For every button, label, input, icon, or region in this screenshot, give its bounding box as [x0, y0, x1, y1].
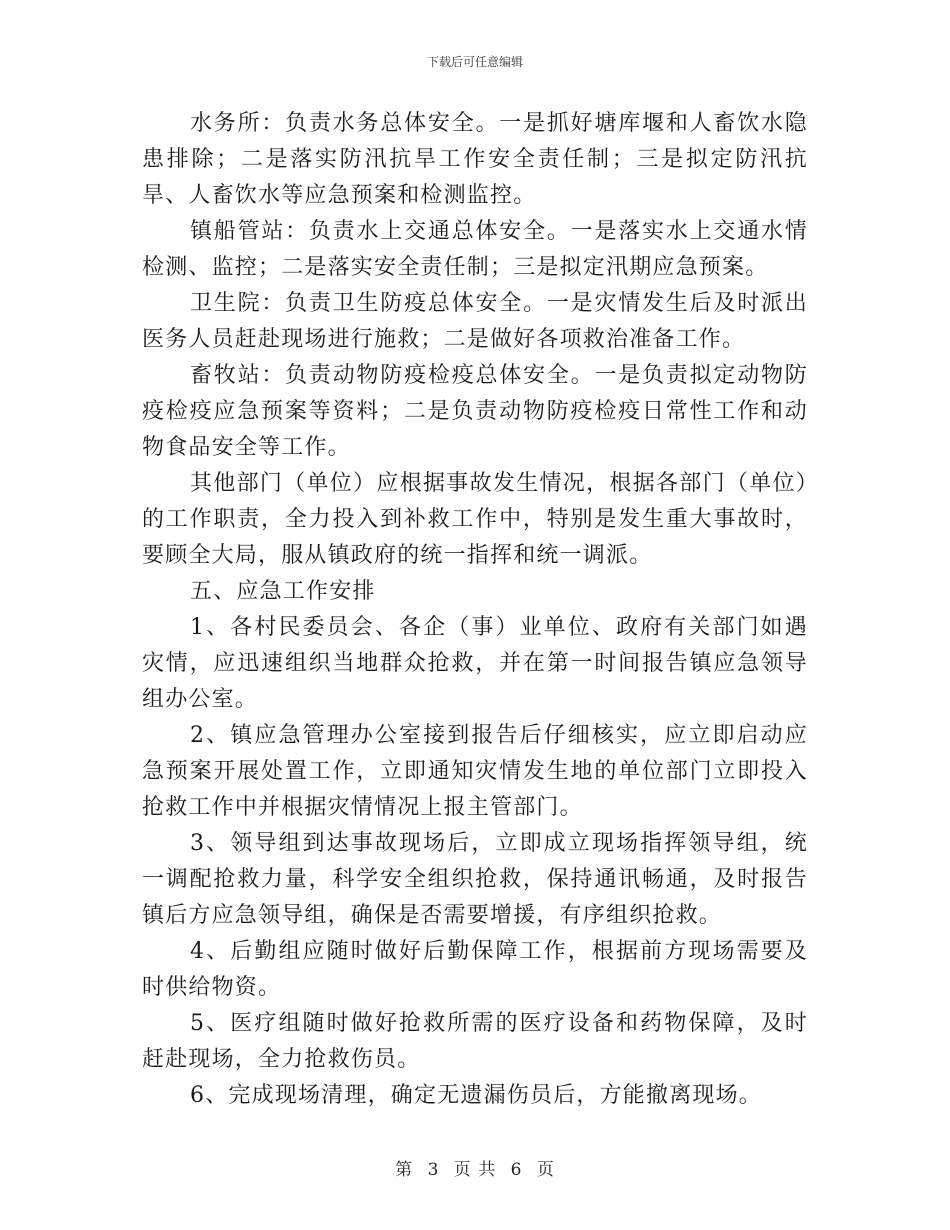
- list-item-4: 4、后勤组应随时做好后勤保障工作，根据前方现场需要及时供给物资。: [142, 939, 808, 1000]
- footer-current-page: 3: [427, 1160, 440, 1180]
- section-heading-emergency-arrangements: 五、应急工作安排: [190, 579, 376, 604]
- paragraph-boat-station: 镇船管站：负责水上交通总体安全。一是落实水上交通水情检测、监控；二是落实安全责任制；三是拟定汛期应急预案。: [142, 219, 808, 280]
- page-number-footer: [0, 1155, 950, 1180]
- list-item-5: 5、医疗组随时做好抢救所需的医疗设备和药物保障，及时赶赴现场，全力抢救伤员。: [142, 1011, 808, 1072]
- paragraph-livestock-station: 畜牧站：负责动物防疫检疫总体安全。一是负责拟定动物防疫检疫应急预案等资料；二是负责动物防疫检疫日常性工作和动物食品安全等工作。: [142, 363, 808, 460]
- list-item-6: 6、完成现场清理，确定无遗漏伤员后，方能撤离现场。: [190, 1083, 762, 1108]
- paragraph-health-center: 卫生院：负责卫生防疫总体安全。一是灾情发生后及时派出医务人员赶赴现场进行施救；二是做好各项救治准备工作。: [142, 291, 808, 352]
- list-item-3: 3、领导组到达事故现场后，立即成立现场指挥领导组，统一调配抢救力量，科学安全组织抢救，保持通讯畅通，及时报告镇后方应急领导组，确保是否需要增援，有序组织抢救。: [142, 831, 808, 928]
- footer-total-pages: 6: [510, 1160, 523, 1180]
- paragraph-water-affairs: 水务所：负责水务总体安全。一是抓好塘库堰和人畜饮水隐患排除；二是落实防汛抗旱工作安全责任制；三是拟定防汛抗旱、人畜饮水等应急预案和检测监控。: [142, 111, 808, 208]
- footer-suffix: 页: [536, 1160, 555, 1180]
- footer-prefix: 第: [395, 1160, 414, 1180]
- document-body: [142, 106, 808, 1114]
- footer-middle: 页 共: [453, 1160, 497, 1180]
- list-item-2: 2、镇应急管理办公室接到报告后仔细核实，应立即启动应急预案开展处置工作，立即通知灾情发生地的单位部门立即投入抢救工作中并根据灾情情况上报主管部门。: [142, 723, 808, 820]
- list-item-1: 1、各村民委员会、各企（事）业单位、政府有关部门如遇灾情，应迅速组织当地群众抢救，并在第一时间报告镇应急领导组办公室。: [142, 615, 808, 712]
- paragraph-other-departments: 其他部门（单位）应根据事故发生情况，根据各部门（单位）的工作职责，全力投入到补救工作中，特别是发生重大事故时，要顾全大局，服从镇政府的统一指挥和统一调派。: [142, 471, 808, 568]
- page-header-note: 下载后可任意编辑: [426, 55, 523, 69]
